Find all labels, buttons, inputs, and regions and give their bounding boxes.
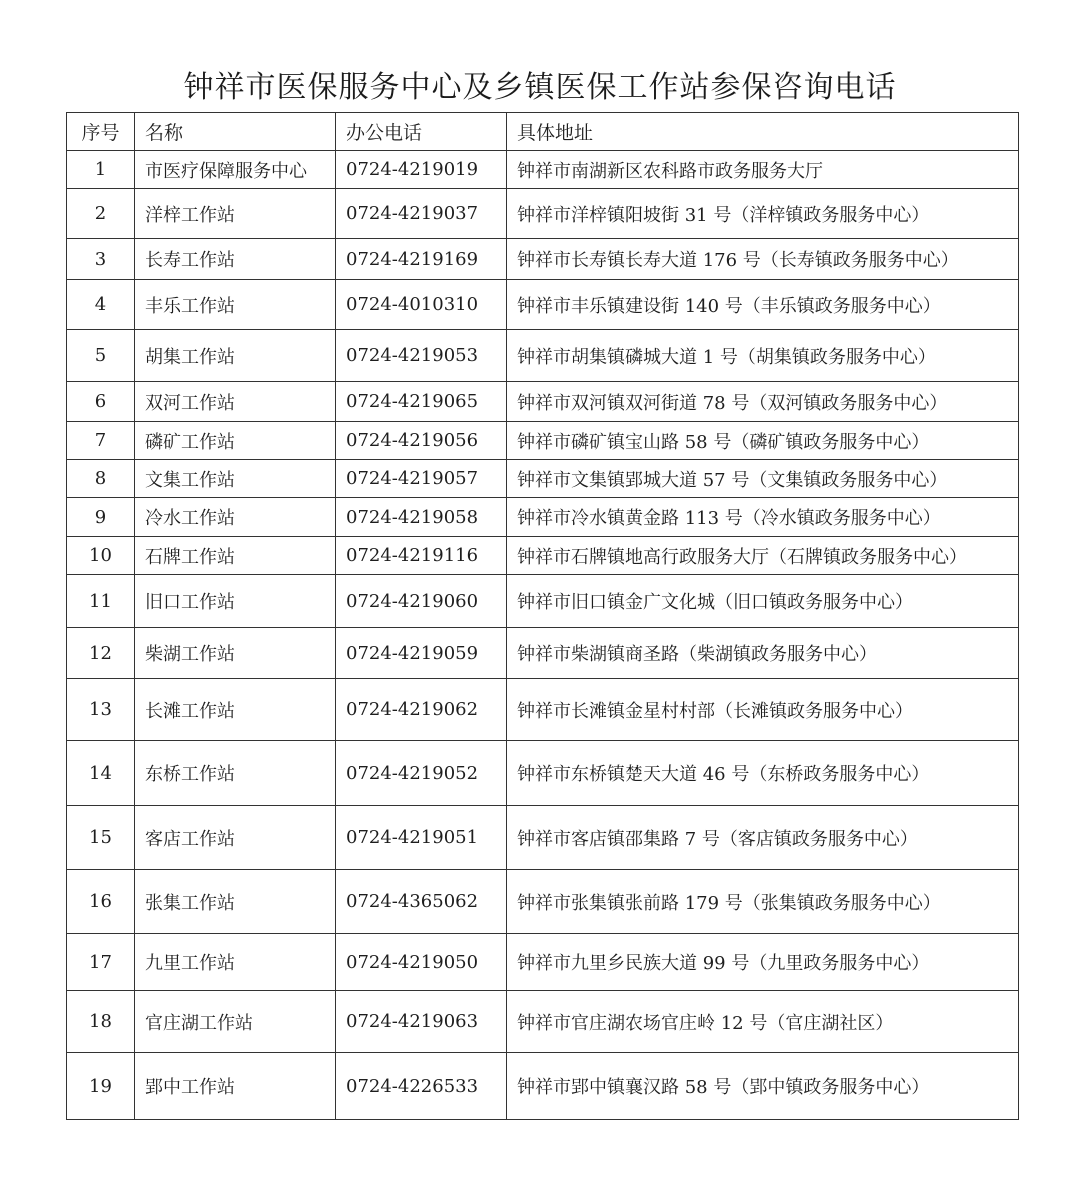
cell-address: 钟祥市冷水镇黄金路 113 号（冷水镇政务服务中心）	[507, 498, 1019, 537]
cell-seq: 11	[67, 575, 135, 628]
cell-address: 钟祥市九里乡民族大道 99 号（九里政务服务中心）	[507, 934, 1019, 991]
cell-name: 九里工作站	[135, 934, 336, 991]
cell-name: 洋梓工作站	[135, 189, 336, 239]
cell-name: 丰乐工作站	[135, 280, 336, 330]
cell-name: 磷矿工作站	[135, 422, 336, 460]
cell-name: 双河工作站	[135, 382, 336, 422]
cell-phone: 0724-4365062	[336, 870, 507, 934]
cell-name: 文集工作站	[135, 460, 336, 498]
cell-name: 胡集工作站	[135, 330, 336, 382]
cell-name: 石牌工作站	[135, 537, 336, 575]
cell-phone: 0724-4219065	[336, 382, 507, 422]
cell-phone: 0724-4219059	[336, 628, 507, 679]
table-row	[67, 628, 1019, 679]
table-row	[67, 870, 1019, 934]
cell-phone: 0724-4219051	[336, 806, 507, 870]
cell-seq: 10	[67, 537, 135, 575]
cell-address: 钟祥市胡集镇磷城大道 1 号（胡集镇政务服务中心）	[507, 330, 1019, 382]
cell-seq: 1	[67, 151, 135, 189]
cell-seq: 14	[67, 741, 135, 806]
cell-name: 市医疗保障服务中心	[135, 151, 336, 189]
page-title: 钟祥市医保服务中心及乡镇医保工作站参保咨询电话	[183, 70, 897, 105]
cell-address: 钟祥市双河镇双河街道 78 号（双河镇政务服务中心）	[507, 382, 1019, 422]
table-header-row	[67, 113, 1019, 151]
cell-address: 钟祥市旧口镇金广文化城（旧口镇政务服务中心）	[507, 575, 1019, 628]
cell-seq: 17	[67, 934, 135, 991]
cell-name: 客店工作站	[135, 806, 336, 870]
cell-seq: 15	[67, 806, 135, 870]
cell-name: 官庄湖工作站	[135, 991, 336, 1053]
cell-phone: 0724-4219019	[336, 151, 507, 189]
header-address: 具体地址	[507, 113, 1019, 151]
table-row	[67, 382, 1019, 422]
cell-address: 钟祥市石牌镇地高行政服务大厅（石牌镇政务服务中心）	[507, 537, 1019, 575]
cell-phone: 0724-4219050	[336, 934, 507, 991]
cell-phone: 0724-4226533	[336, 1053, 507, 1120]
cell-address: 钟祥市长滩镇金星村村部（长滩镇政务服务中心）	[507, 679, 1019, 741]
cell-address: 钟祥市洋梓镇阳坡街 31 号（洋梓镇政务服务中心）	[507, 189, 1019, 239]
cell-phone: 0724-4219062	[336, 679, 507, 741]
header-phone: 办公电话	[336, 113, 507, 151]
cell-address: 钟祥市磷矿镇宝山路 58 号（磷矿镇政务服务中心）	[507, 422, 1019, 460]
table-row	[67, 537, 1019, 575]
cell-address: 钟祥市客店镇邵集路 7 号（客店镇政务服务中心）	[507, 806, 1019, 870]
table-row	[67, 991, 1019, 1053]
table-row	[67, 575, 1019, 628]
cell-address: 钟祥市郢中镇襄汉路 58 号（郢中镇政务服务中心）	[507, 1053, 1019, 1120]
cell-address: 钟祥市官庄湖农场官庄岭 12 号（官庄湖社区）	[507, 991, 1019, 1053]
cell-phone: 0724-4219037	[336, 189, 507, 239]
cell-phone: 0724-4219116	[336, 537, 507, 575]
cell-phone: 0724-4219057	[336, 460, 507, 498]
cell-seq: 16	[67, 870, 135, 934]
cell-name: 柴湖工作站	[135, 628, 336, 679]
cell-seq: 13	[67, 679, 135, 741]
cell-seq: 4	[67, 280, 135, 330]
cell-seq: 18	[67, 991, 135, 1053]
cell-name: 冷水工作站	[135, 498, 336, 537]
cell-name: 长寿工作站	[135, 239, 336, 280]
cell-address: 钟祥市长寿镇长寿大道 176 号（长寿镇政务服务中心）	[507, 239, 1019, 280]
cell-seq: 3	[67, 239, 135, 280]
table-row	[67, 741, 1019, 806]
table-row	[67, 280, 1019, 330]
cell-phone: 0724-4010310	[336, 280, 507, 330]
table-row	[67, 460, 1019, 498]
contact-table	[66, 112, 1019, 1120]
cell-name: 张集工作站	[135, 870, 336, 934]
cell-phone: 0724-4219169	[336, 239, 507, 280]
cell-address: 钟祥市张集镇张前路 179 号（张集镇政务服务中心）	[507, 870, 1019, 934]
cell-name: 郢中工作站	[135, 1053, 336, 1120]
cell-seq: 12	[67, 628, 135, 679]
table-row	[67, 679, 1019, 741]
cell-seq: 7	[67, 422, 135, 460]
cell-phone: 0724-4219052	[336, 741, 507, 806]
cell-seq: 5	[67, 330, 135, 382]
cell-seq: 2	[67, 189, 135, 239]
cell-name: 旧口工作站	[135, 575, 336, 628]
cell-phone: 0724-4219060	[336, 575, 507, 628]
table-row	[67, 239, 1019, 280]
cell-address: 钟祥市南湖新区农科路市政务服务大厅	[507, 151, 1019, 189]
table-row	[67, 330, 1019, 382]
table-row	[67, 498, 1019, 537]
header-name: 名称	[135, 113, 336, 151]
cell-phone: 0724-4219063	[336, 991, 507, 1053]
table-row	[67, 806, 1019, 870]
table-row	[67, 1053, 1019, 1120]
cell-name: 长滩工作站	[135, 679, 336, 741]
cell-phone: 0724-4219053	[336, 330, 507, 382]
cell-seq: 19	[67, 1053, 135, 1120]
cell-name: 东桥工作站	[135, 741, 336, 806]
cell-seq: 6	[67, 382, 135, 422]
table-row	[67, 189, 1019, 239]
cell-address: 钟祥市柴湖镇商圣路（柴湖镇政务服务中心）	[507, 628, 1019, 679]
cell-address: 钟祥市丰乐镇建设街 140 号（丰乐镇政务服务中心）	[507, 280, 1019, 330]
cell-seq: 9	[67, 498, 135, 537]
cell-phone: 0724-4219058	[336, 498, 507, 537]
cell-phone: 0724-4219056	[336, 422, 507, 460]
cell-address: 钟祥市文集镇郢城大道 57 号（文集镇政务服务中心）	[507, 460, 1019, 498]
cell-seq: 8	[67, 460, 135, 498]
header-seq: 序号	[67, 113, 135, 151]
table-row	[67, 151, 1019, 189]
table-row	[67, 422, 1019, 460]
cell-address: 钟祥市东桥镇楚天大道 46 号（东桥政务服务中心）	[507, 741, 1019, 806]
table-row	[67, 934, 1019, 991]
